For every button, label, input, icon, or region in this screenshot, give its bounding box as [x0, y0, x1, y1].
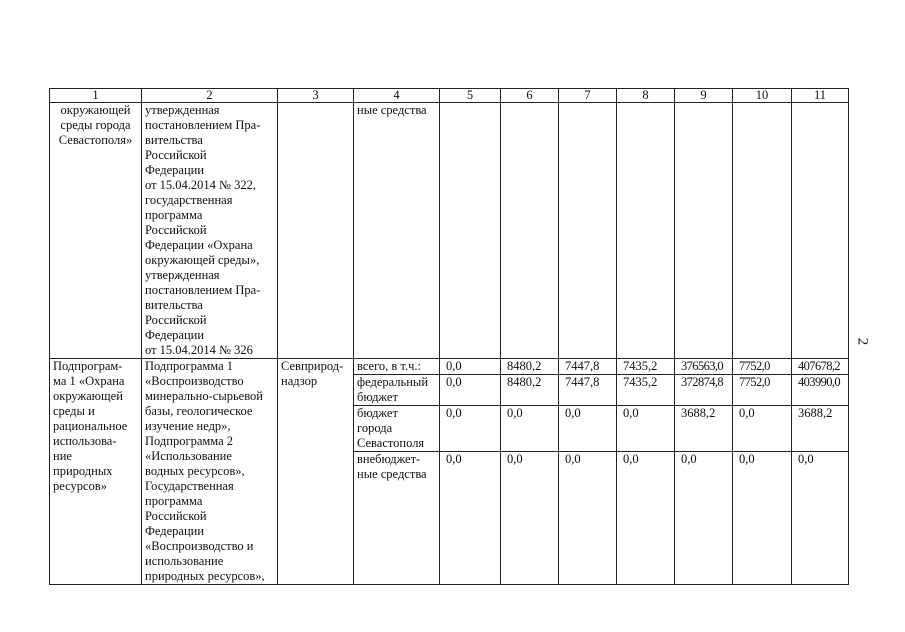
value-cell: 3688,2	[792, 406, 849, 452]
empty-cell	[792, 103, 849, 359]
program-name-cell: окружающей среды города Севастополя»	[50, 103, 142, 359]
legal-basis-cell: Подпрограмма 1 «Воспроизводство минерально-сырьевой базы, геологическое изучение недр», Подпрограмма 2 «Использование водных ресурсов», Государственная программа Российской Федерации «Воспроизводство и использование природных ресурсов»,	[142, 359, 278, 585]
funding-source-cell: ные средства	[354, 103, 440, 359]
header-cell: 8	[617, 89, 675, 103]
funding-source-cell: бюджет города Севастополя	[354, 406, 440, 452]
funding-source-cell: всего, в т.ч.:	[354, 359, 440, 375]
header-cell: 3	[278, 89, 354, 103]
table-row	[50, 103, 849, 359]
subprogram-name-cell: Подпрограм- ма 1 «Охрана окружающей среды и рациональное использова- ние природных ресурсов»	[50, 359, 142, 585]
header-row	[50, 89, 849, 103]
header-cell: 6	[501, 89, 559, 103]
header-cell: 5	[440, 89, 501, 103]
value-cell: 376563,0	[675, 359, 733, 375]
value-cell: 0,0	[675, 452, 733, 585]
value-cell: 7447,8	[559, 375, 617, 406]
value-cell: 8480,2	[501, 359, 559, 375]
value-cell: 0,0	[733, 406, 792, 452]
header-cell: 10	[733, 89, 792, 103]
value-cell: 407678,2	[792, 359, 849, 375]
header-cell: 11	[792, 89, 849, 103]
value-cell: 0,0	[501, 406, 559, 452]
header-cell: 1	[50, 89, 142, 103]
page-number: 2	[854, 337, 871, 346]
value-cell: 8480,2	[501, 375, 559, 406]
value-cell: 0,0	[501, 452, 559, 585]
value-cell: 0,0	[733, 452, 792, 585]
value-cell: 0,0	[559, 452, 617, 585]
empty-cell	[559, 103, 617, 359]
value-cell: 7435,2	[617, 359, 675, 375]
legal-basis-cell: утвержденная постановлением Пра- вительства Российской Федерации от 15.04.2014 № 322, государственная программа Российской Федерации «Охрана окружающей среды», утвержденная постановлением Пра- вительства Российской Федерации от 15.04.2014 № 326	[142, 103, 278, 359]
value-cell: 7752,0	[733, 375, 792, 406]
value-cell: 403990,0	[792, 375, 849, 406]
empty-cell	[617, 103, 675, 359]
empty-cell	[675, 103, 733, 359]
header-cell: 2	[142, 89, 278, 103]
value-cell: 3688,2	[675, 406, 733, 452]
value-cell: 0,0	[440, 406, 501, 452]
value-cell: 0,0	[617, 406, 675, 452]
value-cell: 0,0	[440, 452, 501, 585]
value-cell: 7752,0	[733, 359, 792, 375]
empty-cell	[440, 103, 501, 359]
value-cell: 7447,8	[559, 359, 617, 375]
executor-cell: Севприрод- надзор	[278, 359, 354, 585]
value-cell: 0,0	[792, 452, 849, 585]
header-cell: 9	[675, 89, 733, 103]
value-cell: 7435,2	[617, 375, 675, 406]
value-cell: 0,0	[559, 406, 617, 452]
value-cell: 0,0	[440, 375, 501, 406]
table-row	[50, 359, 849, 375]
funding-source-cell: федеральный бюджет	[354, 375, 440, 406]
executor-cell	[278, 103, 354, 359]
header-cell: 7	[559, 89, 617, 103]
value-cell: 0,0	[617, 452, 675, 585]
funding-source-cell: внебюджет- ные средства	[354, 452, 440, 585]
empty-cell	[733, 103, 792, 359]
empty-cell	[501, 103, 559, 359]
value-cell: 0,0	[440, 359, 501, 375]
budget-table	[49, 88, 849, 585]
value-cell: 372874,8	[675, 375, 733, 406]
header-cell: 4	[354, 89, 440, 103]
